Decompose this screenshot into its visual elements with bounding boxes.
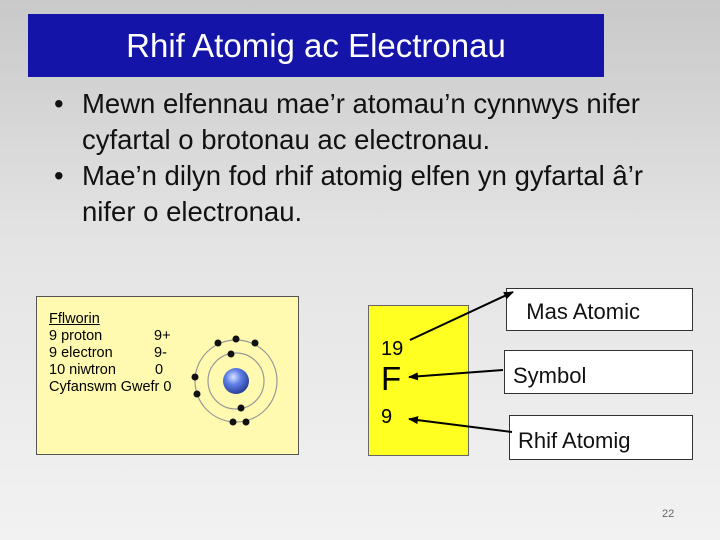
electron-label: 9 electron: [49, 345, 113, 361]
mass-label: Mas Atomic: [526, 299, 640, 324]
bullet-marker: •: [54, 160, 64, 191]
page-number: 22: [662, 508, 675, 520]
element-symbol: F: [381, 360, 402, 397]
neutron-charge: 0: [155, 362, 164, 378]
mass-number: 19: [381, 338, 404, 360]
slide-title: Rhif Atomig ac Electronau: [126, 26, 506, 64]
mass-arrow: [410, 292, 513, 340]
proton-label: 9 proton: [49, 328, 103, 344]
bullet-text: Mewn elfennau mae’r atomau’n cynnwys nifer cyfartal o brotonau ac electronau.: [82, 88, 640, 155]
proton-charge: 9+: [154, 328, 171, 344]
symbol-label: Symbol: [513, 363, 587, 388]
bullet-text: Mae’n dilyn fod rhif atomig elfen yn gyfartal â’r nifer o electronau.: [82, 160, 643, 227]
total-charge: Cyfanswm Gwefr 0: [49, 379, 172, 395]
atomic-number-label: Rhif Atomig: [518, 428, 631, 453]
element-name: Fflworin: [49, 311, 100, 327]
symbol-arrow: [409, 370, 503, 377]
atomic-number-arrow: [409, 419, 512, 432]
atomic-number: 9: [381, 406, 393, 428]
bullet-marker: •: [54, 88, 64, 119]
electron-charge: 9-: [154, 345, 167, 361]
neutron-label: 10 niwtron: [49, 362, 116, 378]
